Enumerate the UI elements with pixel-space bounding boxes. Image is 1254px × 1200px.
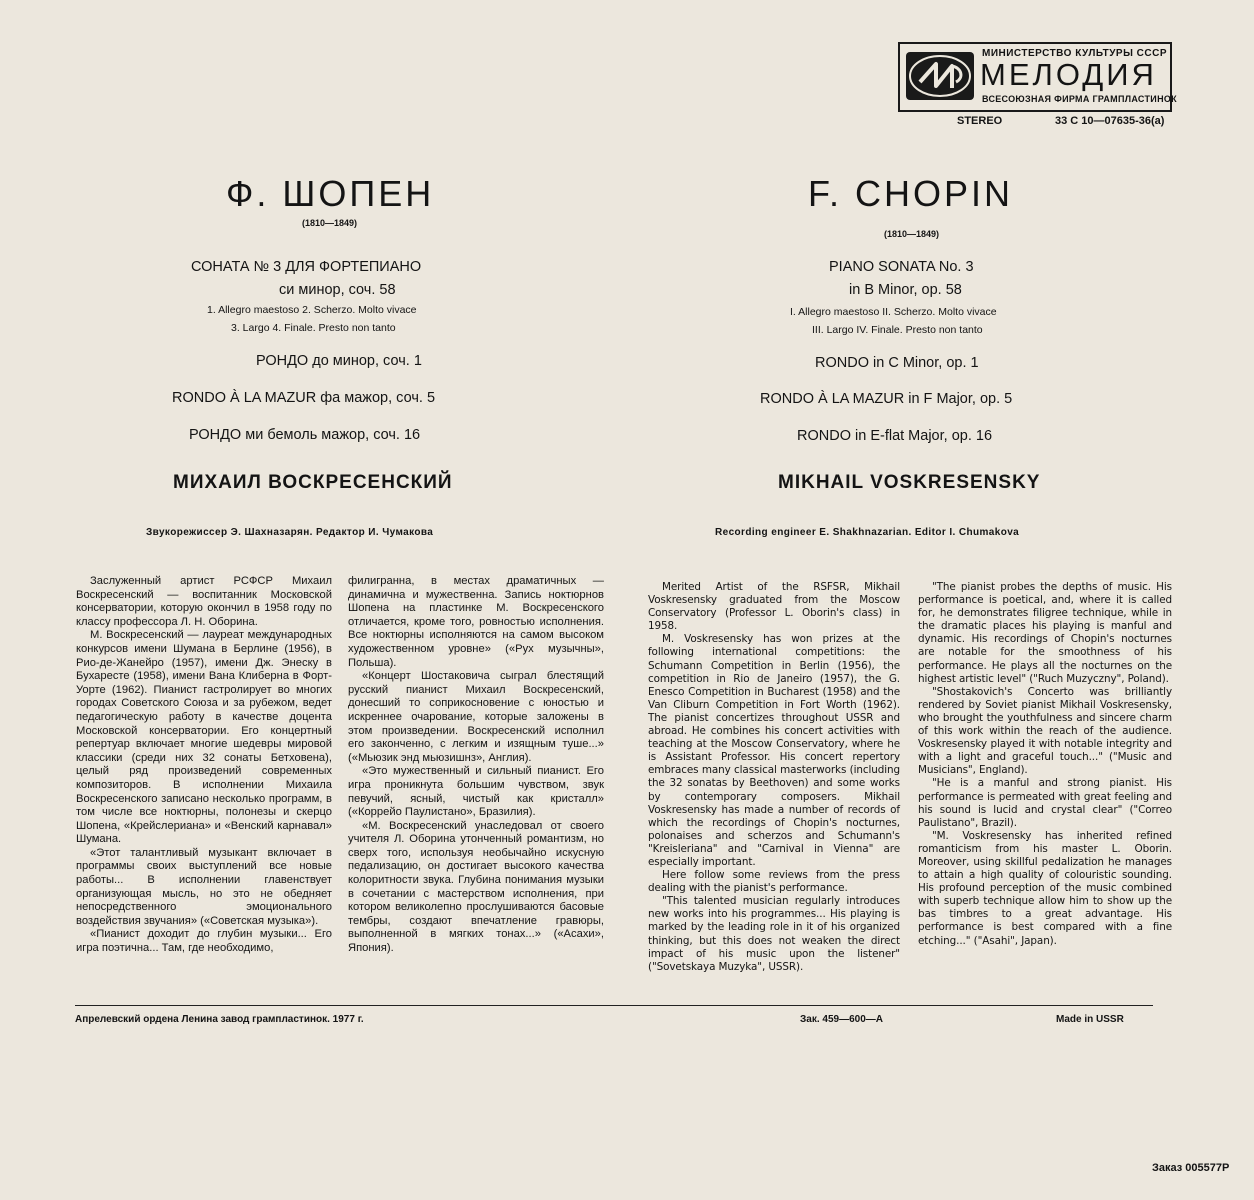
melodiya-logo: [898, 42, 1177, 112]
logo-ministry-text: МИНИСТЕРСТВО КУЛЬТУРЫ СССР: [982, 48, 1167, 59]
liner-notes-en-column-1: [648, 581, 900, 974]
bottom-order-number: Заказ 005577Р: [1152, 1162, 1230, 1174]
notes-paragraph: «Этот талантливый музыкант включает в программы своих выступлений все новые работы... В исполнении главенствует организующая мысль, но это не обедняет непосредственного эмоционального воздействия звучания» («Советская музыка»).: [76, 846, 332, 927]
rondo-2-ru: RONDO À LA MAZUR фа мажор, соч. 5: [172, 390, 436, 406]
liner-notes-ru-column-1: [76, 575, 332, 956]
notes-paragraph: "This talented musician regularly introduces new works into his programmes... His playing is marked by the leading role in it of his organized thinking, but this does not weaken the direct impact of his music upon the listener" ("Sovetskaya Muzyka", USSR).: [648, 895, 900, 973]
movements-en-1: I. Allegro maestoso II. Scherzo. Molto vivace: [790, 306, 997, 318]
movements-en-2: III. Largo IV. Finale. Presto non tanto: [812, 324, 983, 336]
sonata-key-en: in B Minor, op. 58: [849, 282, 962, 298]
notes-paragraph: Here follow some reviews from the press dealing with the pianist's performance.: [648, 869, 900, 895]
notes-paragraph: М. Воскресенский — лауреат международных конкурсов имени Шумана в Берлине (1956), в Рио-де-Жанейро (1957), имени Дж. Энеску в Бухаресте (1958), имени Вана Клиберна в Форт-Уорте (1962). Пианист гастролирует во многих городах Советского Союза и за рубежом, ведет педагогическую работу в качестве доцента Московской консерватории. Его концертный репертуар включает многие шедевры мировой классики (среди них 32 сонаты Бетховена), целый ряд произведений современных композиторов. В исполнении Михаила Воскресенского записано несколько программ, в том числе все ноктюрны, полонезы и скерцо Шопена, «Крейслериана» и «Венский карнавал» Шумана.: [76, 629, 332, 846]
composer-years-en: (1810—1849): [884, 229, 940, 239]
melodiya-emblem-icon: [906, 52, 974, 100]
sonata-title-en: PIANO SONATA No. 3: [829, 259, 974, 275]
notes-paragraph: «Пианист доходит до глубин музыки... Его игра поэтична... Там, где необходимо,: [76, 928, 332, 955]
credits-ru: Звукорежиссер Э. Шахназарян. Редактор И. Чумакова: [146, 527, 434, 538]
rondo-1-en: RONDO in C Minor, op. 1: [815, 355, 979, 371]
performer-ru: МИХАИЛ ВОСКРЕСЕНСКИЙ: [173, 472, 453, 493]
notes-paragraph: «Это мужественный и сильный пианист. Его игра проникнута большим чувством, звук певучий, ясный, чистый как кристалл» («Коррейо Паулистано», Бразилия).: [348, 765, 604, 819]
liner-notes-ru-column-2: [348, 575, 604, 956]
notes-paragraph: M. Voskresensky has won prizes at the following international competitions: the Schumann Competition in Berlin (1956), the competition in Rio de Janeiro (1957), the G. Enesco Competition in Bucharest (1958) and the Van Cliburn Competition in Fort Worth (1962). The pianist concertizes throughout USSR and abroad. He combines his concert activities with teaching at the Moscow Conservatory, where he is Assistant Professor. His concert repertory embraces many classical masterworks (including the 32 sonatas by Beethoven) and some works by contemporary composers. Mikhail Voskresensky has made a number of records of which the recordings of Chopin's nocturnes, polonaises and scherzos and Schumann's "Kreisleriana" and "Carnival in Vienna" are especially important.: [648, 633, 900, 868]
footer-divider: [75, 1005, 1153, 1006]
notes-paragraph: «Концерт Шостаковича сыграл блестящий русский пианист Михаил Воскресенский, донесший то соприкосновение с юностью и искреннее очарование, которые заложены в этом произведении. Воскресенский исполнил его законченно, с легким и изящным туше...» («Мьюзик энд мьюзишнз», Англия).: [348, 670, 604, 764]
composer-title-en: F. CHOPIN: [808, 173, 1014, 214]
credits-en: Recording engineer E. Shakhnazarian. Editor I. Chumakova: [715, 527, 1020, 538]
made-in-label: Made in USSR: [1056, 1014, 1124, 1025]
notes-paragraph: Merited Artist of the RSFSR, Mikhail Voskresensky graduated from the Moscow Conservatory (Professor L. Oborin's class) in 1958.: [648, 581, 900, 633]
rondo-3-ru: РОНДО ми бемоль мажор, соч. 16: [189, 427, 421, 443]
notes-paragraph: филигранна, в местах драматичных — динамична и мужественна. Запись ноктюрнов Шопена на пластинке М. Воскресенского отличается, кроме того, ровностью исполнения. Все ноктюрны исполняются на самом высоком художественном уровне» («Рух музычны», Польша).: [348, 575, 604, 669]
rondo-2-en: RONDO À LA MAZUR in F Major, op. 5: [760, 391, 1013, 407]
logo-tagline-text: ВСЕСОЮЗНАЯ ФИРМА ГРАМПЛАСТИНОК: [982, 94, 1177, 104]
sonata-key-ru: си минор, соч. 58: [279, 282, 396, 298]
rondo-3-en: RONDO in E-flat Major, op. 16: [797, 428, 993, 444]
notes-paragraph: "M. Voskresensky has inherited refined romanticism from his master L. Oborin. Moreover, using skillful pedalization he manages to attain a high quality of colouristic sounding. His profound perception of the music combined with superb technique allow him to show up the bas timbres to a great advantage. His performance is best compared with a fine etching..." ("Asahi", Japan).: [918, 829, 1172, 947]
plant-imprint: Апрелевский ордена Ленина завод грампластинок. 1977 г.: [75, 1014, 364, 1025]
logo-brand-text: МЕЛОДИЯ: [980, 57, 1157, 92]
notes-paragraph: "He is a manful and strong pianist. His performance is permeated with great feeling and his sound is lucid and crystal clear" ("Correo Paulistano", Brazil).: [918, 777, 1172, 829]
liner-notes-en-column-2: [918, 581, 1172, 948]
order-number: Зак. 459—600—А: [800, 1014, 883, 1025]
movements-ru-1: 1. Allegro maestoso 2. Scherzo. Molto vivace: [207, 304, 417, 316]
movements-ru-2: 3. Largo 4. Finale. Presto non tanto: [231, 322, 396, 334]
notes-paragraph: «М. Воскресенский унаследовал от своего учителя Л. Оборина утонченный романтизм, но сверх того, используя необычайно искусную педализацию, он достигает высокого качества колоритности звука. Глубина понимания музыки в сочетании с мастерством исполнения, при котором великолепно прослушиваются басовые тембры, создают впечатление гравюры, выполненной в мягких тонах...» («Асахи», Япония).: [348, 819, 604, 955]
notes-paragraph: "Shostakovich's Concerto was brilliantly rendered by Soviet pianist Mikhail Voskresensky, who brought the youthfulness and sincere charm of this work within the reach of the audience. Voskresensky played it with notable integrity and with a light and graceful touch..." ("Music and Musicians", England).: [918, 685, 1172, 777]
notes-paragraph: Заслуженный артист РСФСР Михаил Воскресенский — воспитанник Московской консерватории, которую окончил в 1958 году по классу профессора Л. Н. Оборина.: [76, 575, 332, 628]
performer-en: MIKHAIL VOSKRESENSKY: [778, 472, 1041, 493]
composer-years-ru: (1810—1849): [302, 218, 358, 228]
catalog-number: 33 С 10—07635-36(а): [1055, 115, 1165, 127]
composer-title-ru: Ф. ШОПЕН: [226, 173, 435, 214]
sonata-title-ru: СОНАТА № 3 ДЛЯ ФОРТЕПИАНО: [191, 259, 422, 275]
stereo-label: STEREO: [957, 115, 1003, 127]
notes-paragraph: "The pianist probes the depths of music. His performance is poetical, and, where it is called for, he demonstrates filigree technique, while in the dramatic places his playing is manful and dynamic. His recordings of Chopin's nocturnes are notable for the smoothness of his performance. He plays all the nocturnes on the highest artistic level" ("Ruch Muzyczny", Poland).: [918, 581, 1172, 685]
rondo-1-ru: РОНДО до минор, соч. 1: [256, 353, 422, 369]
